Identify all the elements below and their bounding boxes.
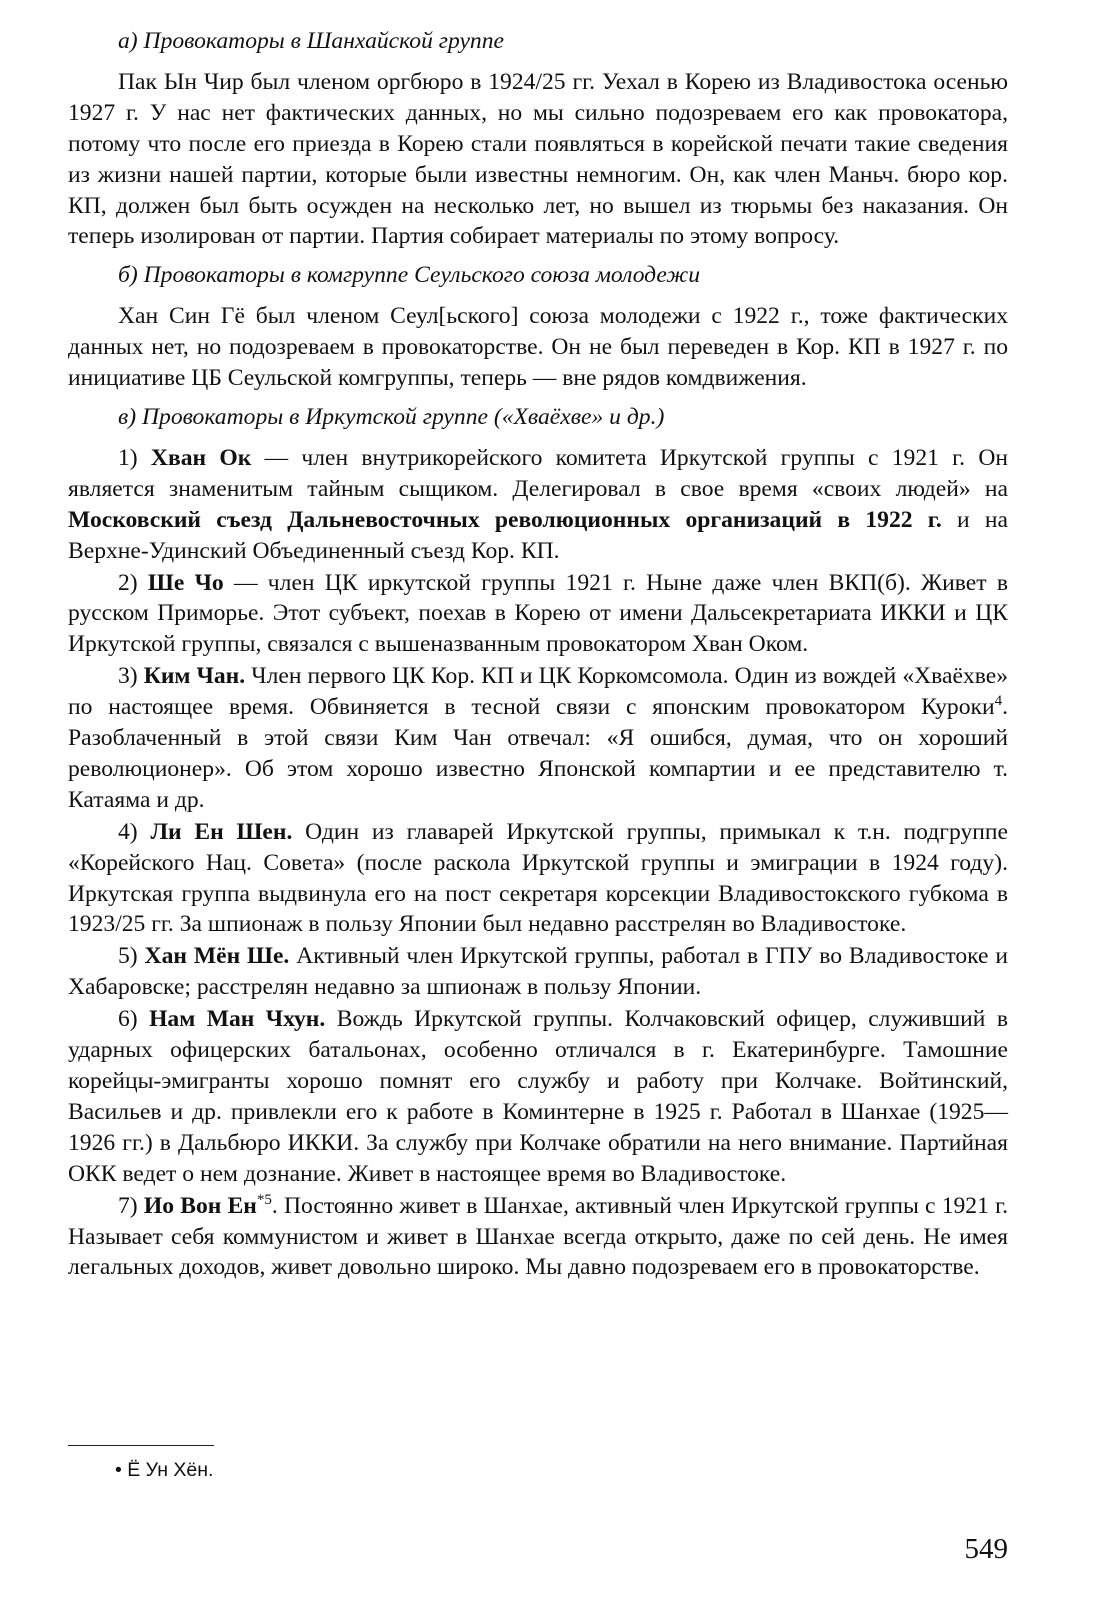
footnote-divider [68, 1445, 214, 1446]
section-heading-seoul: б) Провокаторы в комгруппе Сеульского союза молодежи [118, 262, 701, 289]
section-heading-irkutsk: в) Провокаторы в Иркутской группе («Хваёхве» и др.) [118, 403, 665, 430]
item-text: Один из главарей Иркутской группы, примыкал к т.н. подгруппе «Корейского Нац. Совета» (после раскола Иркутской группы и эмиграции в 1924 году). Иркутская группа выдвинула его на пост секретаря корсекции Владивостокского губкома в 1923/25 гг. За шпионаж в пользу Японии был недавно расстрелян во Владивостоке. [68, 818, 1008, 938]
section-heading-shanghai: а) Провокаторы в Шанхайской группе [118, 28, 505, 54]
person-name: Хван Ок [150, 444, 252, 471]
item-text: — член ЦК иркутской группы 1921 г. Ныне даже член ВКП(б). Живет в русском Приморье. Этот субъект, поехав в Корею от имени Дальсекретариата ИККИ и ЦК Иркутской группы, связался с вышеназванным провокатором Хван Оком. [68, 569, 1008, 658]
list-item-6 [68, 1004, 1008, 1189]
person-name: Ли Ен Шен. [150, 818, 293, 845]
paragraph-shanghai: Пак Ын Чир был членом оргбюро в 1924/25 гг. Уехал в Корею из Владивостока осенью 1927 г. У нас нет фактических данных, но мы сильно подозреваем его как провокатора, потому что после его приезда в Корею стали появляться в корейской печати такие сведения из жизни нашей партии, которые были известны немногим. Он, как член Маньч. бюро кор. КП, должен был быть осужден на несколько лет, но вышел из тюрьмы без наказания. Он теперь изолирован от партии. Партия собирает материалы по этому вопросу. [68, 68, 1008, 250]
footnote: • Ё Ун Хён. [115, 1459, 214, 1481]
item-number: 3) [118, 663, 144, 690]
footnote-ref: 4 [994, 693, 1003, 710]
congress-name: Московский съезд Дальневосточных революционных организаций в 1922 г. [68, 506, 942, 533]
footnote-ref: *5 [256, 1191, 272, 1208]
main-text [68, 26, 1008, 1283]
item-number: 4) [118, 818, 151, 845]
list-item-2 [68, 568, 1008, 661]
list-item-5 [68, 941, 1008, 1003]
item-number: 7) [118, 1192, 144, 1219]
person-name: Ио Вон Ен [143, 1192, 257, 1219]
paragraph-seoul: Хан Син Гё был членом Сеул[ьского] союза молодежи с 1922 г., тоже фактических данных нет, но подозреваем в провокаторстве. Он не был переведен в Кор. КП в 1927 г. по инициативе ЦБ Сеульской комгруппы, теперь — вне рядов комдвижения. [68, 303, 1008, 392]
item-number: 2) [118, 569, 148, 596]
item-number: 1) [118, 444, 151, 471]
list-item-7 [68, 1191, 1008, 1284]
person-name: Ким Чан. [143, 663, 246, 690]
item-text: Член первого ЦК Кор. КП и ЦК Коркомсомола. Один из вождей «Хваёхве» по настоящее время. Обвиняется в тесной связи с японским провокатором Куроки [68, 663, 1008, 721]
person-name: Нам Ман Чхун. [149, 1006, 326, 1033]
item-text: Активный член Иркутской группы, работал в ГПУ во Владивостоке и Хабаровске; расстрелян недавно за шпионаж в пользу Японии. [68, 943, 1008, 1001]
person-name: Ше Чо [147, 569, 224, 596]
item-text: Вождь Иркутской группы. Колчаковский офицер, служивший в ударных офицерских батальонах, особенно отличался в г. Екатеринбурге. Тамошние корейцы-эмигранты хорошо помнят его службу и работу при Колчаке. Войтинский, Васильев и др. привлекли его к работе в Коминтерне в 1925 г. Работал в Шанхае (1925—1926 гг.) в Дальбюро ИККИ. За службу при Колчаке обратили на него внимание. Партийная ОКК ведет о нем дознание. Живет в настоящее время во Владивостоке. [68, 1006, 1008, 1187]
person-name: Хан Мён Ше. [144, 943, 290, 970]
item-text: . Разоблаченный в этой связи Ким Чан отвечал: «Я ошибся, думая, что он хороший революционер». Об этом хорошо известно Японской компартии и ее представителю т. Катаяма и др. [68, 694, 1008, 813]
page-number: 549 [964, 1533, 1008, 1565]
list-item-4 [68, 817, 1008, 941]
list-item-1 [68, 443, 1008, 567]
item-number: 6) [118, 1006, 150, 1033]
item-text: . Постоянно живет в Шанхае, активный член Иркутской группы с 1921 г. Называет себя коммунистом и живет в Шанхае всегда открыто, даже по сей день. Не имея легальных доходов, живет довольно широко. Мы давно подозреваем его в провокаторстве. [68, 1192, 1009, 1281]
item-text: — член внутрикорейского комитета Иркутской группы с 1921 г. Он является знаменитым тайным сыщиком. Делегировал в свое время «своих людей» на [68, 444, 1008, 502]
list-item-3 [68, 661, 1008, 816]
item-text: и на Верхне-Удинский Объединенный съезд Кор. КП. [68, 506, 1008, 564]
item-number: 5) [118, 943, 145, 970]
